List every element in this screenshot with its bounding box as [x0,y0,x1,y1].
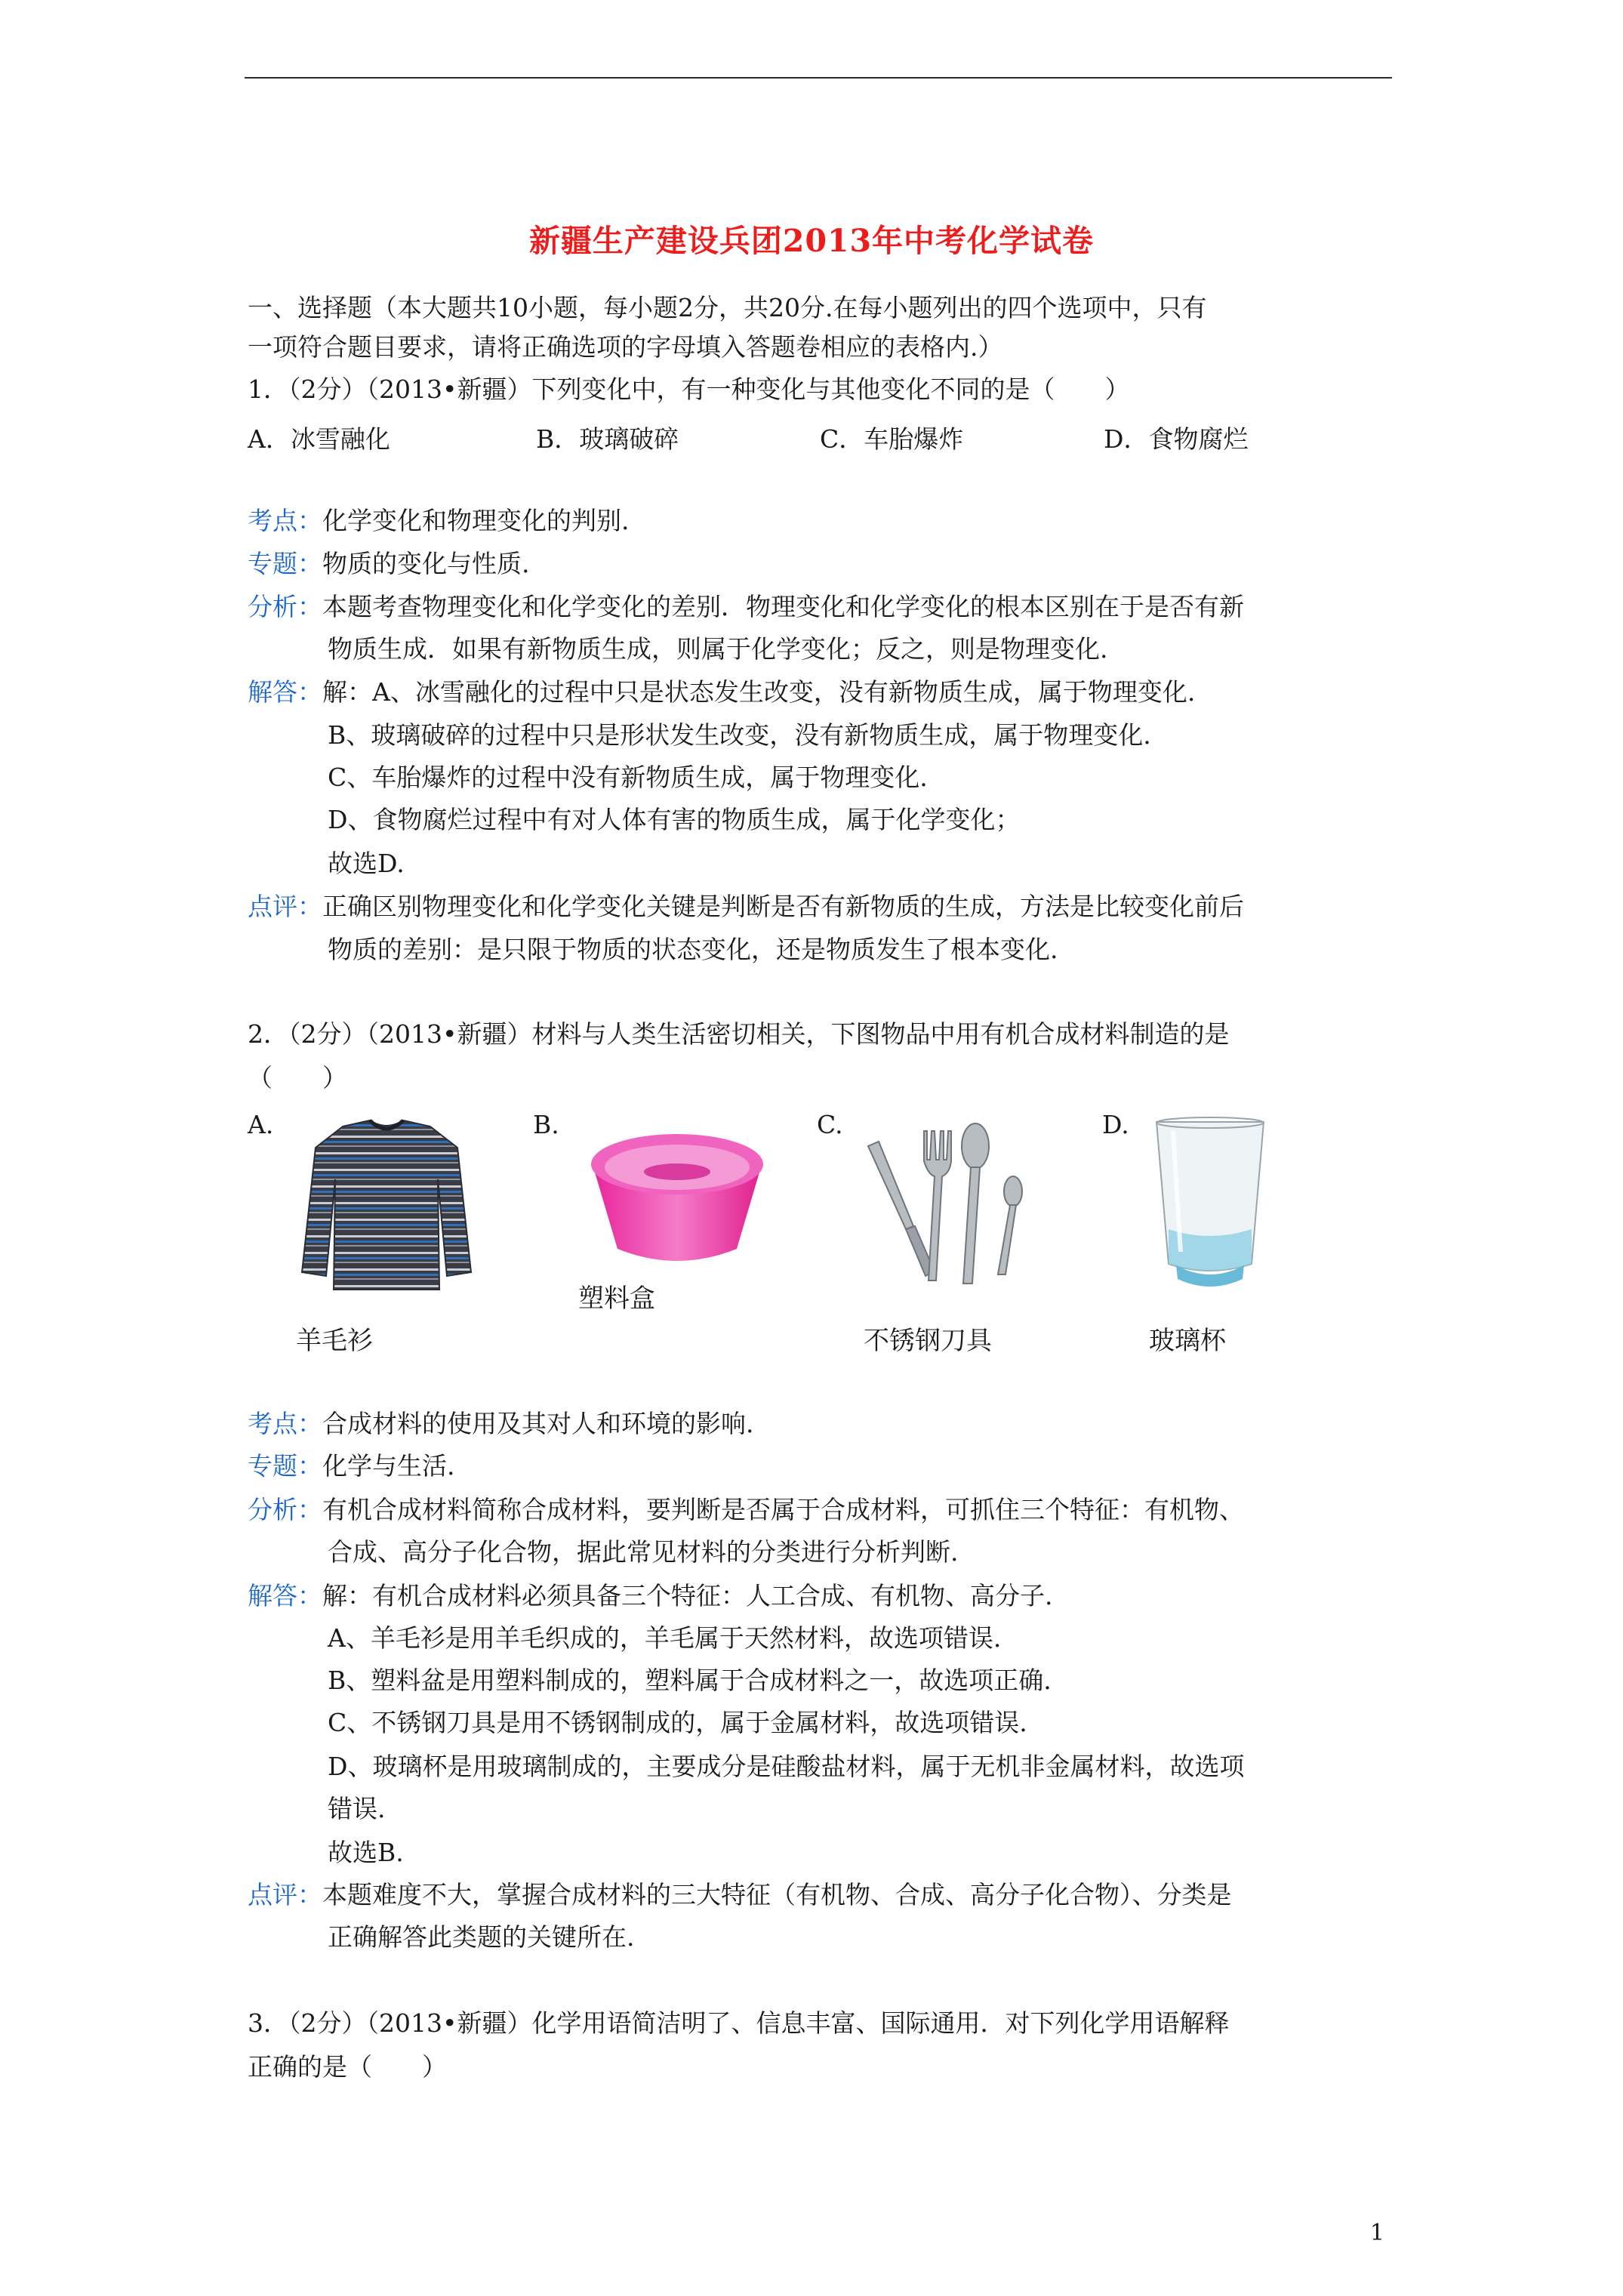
q2-jieda-answer: 故选B. [328,1838,404,1867]
document-title: 新疆生产建设兵团2013年中考化学试卷 [528,223,1095,259]
q1-option-a: A．冰雪融化 [248,424,390,454]
q1-stem: 1．（2分）（2013•新疆）下列变化中，有一种变化与其他变化不同的是（ ） [248,374,1130,404]
q2-jieda-d: D、玻璃杯是用玻璃制成的，主要成分是硅酸盐材料，属于无机非金属材料，故选项 [328,1752,1245,1781]
q1-option-b: B．玻璃破碎 [536,424,679,454]
q1-option-c: C．车胎爆炸 [820,424,964,454]
fenxi-label: 分析： [248,1495,322,1524]
q2-kaodian: 考点：合成材料的使用及其对人和环境的影响. [248,1409,754,1438]
glass-cup-image [1146,1116,1274,1297]
header-rule [245,77,1392,79]
q2-letter-c: C. [817,1110,843,1139]
q1-jieda-answer: 故选D. [328,849,405,878]
q2-jieda-c: C、不锈钢刀具是用不锈钢制成的，属于金属材料，故选项错误. [328,1708,1027,1737]
page-number: 1 [1369,2220,1384,2246]
q2-letter-a: A. [248,1110,274,1139]
q2-dianping-line2: 正确解答此类题的关键所在. [328,1922,635,1952]
kaodian-label: 考点： [248,1409,322,1438]
q2-jieda-b: B、塑料盆是用塑料制成的，塑料属于合成材料之一，故选项正确. [328,1666,1052,1695]
q2-dianping: 点评：本题难度不大，掌握合成材料的三大特征（有机物、合成、高分子化合物）、分类是 [248,1880,1232,1909]
q2-jieda-a: A、羊毛衫是用羊毛织成的，羊毛属于天然材料，故选项错误. [328,1623,1002,1653]
q2-fenxi-line2: 合成、高分子化合物，据此常见材料的分类进行分析判断. [328,1537,959,1567]
fenxi-label: 分析： [248,592,322,621]
q3-stem-line1: 3．（2分）（2013•新疆）化学用语简洁明了、信息丰富、国际通用．对下列化学用语解释 [248,2008,1230,2038]
section-heading-line1: 一、选择题（本大题共10小题，每小题2分，共20分.在每小题列出的四个选项中，只有 [248,293,1207,322]
q1-dianping-line2: 物质的差别：是只限于物质的状态变化，还是物质发生了根本变化. [328,935,1058,964]
dianping-label: 点评： [248,1880,322,1909]
q2-stem-line2: （ ） [248,1063,347,1093]
q1-jieda-d: D、食物腐烂过程中有对人体有害的物质生成，属于化学变化； [328,805,1021,834]
q2-stem-line1: 2．（2分）（2013•新疆）材料与人类生活密切相关，下图物品中用有机合成材料制造的是 [248,1019,1230,1049]
q1-zhuanti: 专题：物质的变化与性质. [248,549,530,578]
q2-letter-d: D. [1102,1110,1129,1139]
q1-kaodian: 考点：化学变化和物理变化的判别. [248,506,630,535]
jieda-label: 解答： [248,1581,322,1610]
q1-jieda: 解答：解：A、冰雪融化的过程中只是状态发生改变，没有新物质生成，属于物理变化. [248,677,1196,707]
kaodian-label: 考点： [248,506,322,535]
q2-zhuanti: 专题：化学与生活. [248,1451,455,1481]
q2-jieda-d-cont: 错误. [328,1794,386,1823]
q1-fenxi: 分析：本题考查物理变化和化学变化的差别．物理变化和化学变化的根本区别在于是否有新 [248,592,1244,621]
zhuanti-label: 专题： [248,1451,322,1481]
q3-stem-line2: 正确的是（ ） [248,2052,447,2082]
jieda-label: 解答： [248,677,322,707]
caption-sweater: 羊毛衫 [296,1326,373,1356]
caption-plastic-basin: 塑料盒 [578,1284,655,1314]
cutlery-image [861,1116,1034,1290]
q1-jieda-c: C、车胎爆炸的过程中没有新物质生成，属于物理变化. [328,763,928,792]
q1-fenxi-line2: 物质生成．如果有新物质生成，则属于化学变化；反之，则是物理变化. [328,634,1108,664]
q1-jieda-b: B、玻璃破碎的过程中只是形状发生改变，没有新物质生成，属于物理变化. [328,720,1151,750]
sweater-image [296,1117,477,1295]
q2-jieda: 解答：解：有机合成材料必须具备三个特征：人工合成、有机物、高分子. [248,1581,1053,1610]
dianping-label: 点评： [248,892,322,921]
caption-glass-cup: 玻璃杯 [1149,1326,1226,1356]
q1-option-d: D．食物腐烂 [1104,424,1249,454]
q2-fenxi: 分析：有机合成材料简称合成材料，要判断是否属于合成材料，可抓住三个特征：有机物、 [248,1495,1244,1524]
zhuanti-label: 专题： [248,549,322,578]
caption-cutlery: 不锈钢刀具 [864,1326,992,1356]
plastic-basin-image [583,1125,771,1268]
q1-dianping: 点评：正确区别物理变化和化学变化关键是判断是否有新物质的生成，方法是比较变化前后 [248,892,1244,921]
q2-letter-b: B. [533,1110,559,1139]
section-heading-line2: 一项符合题目要求，请将正确选项的字母填入答题卷相应的表格内.） [248,332,1003,362]
